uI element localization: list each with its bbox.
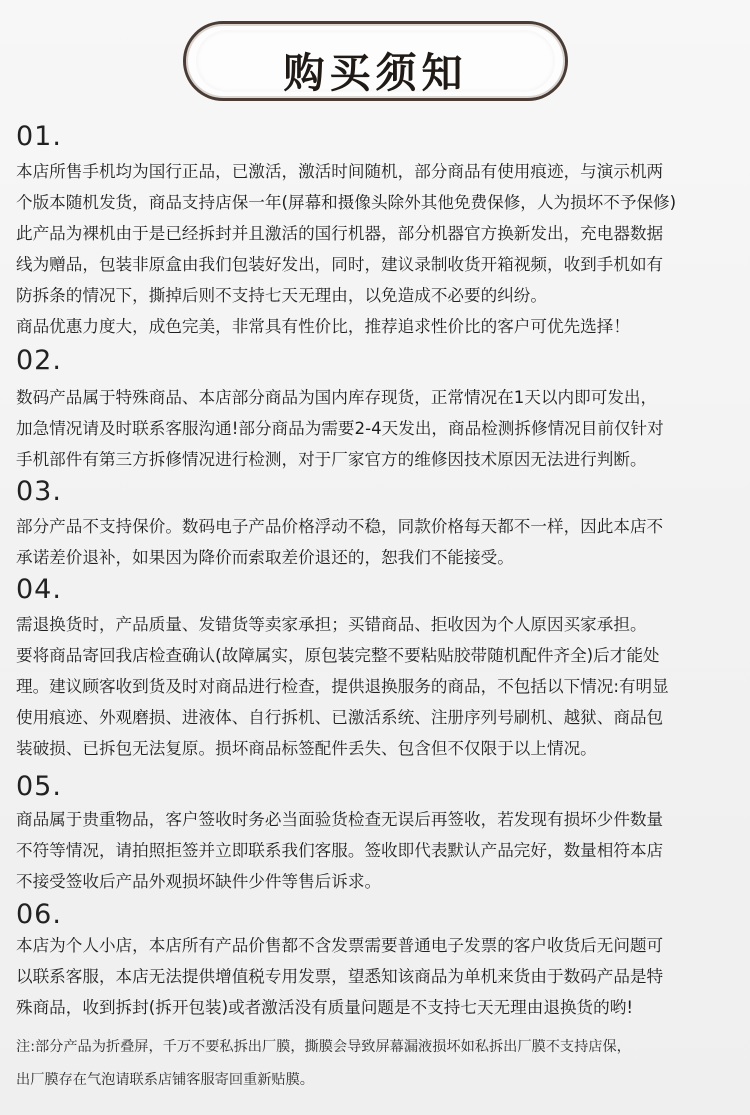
section-line: 此产品为裸机由于是已经拆封并且激活的国行机器，部分机器官方换新发出，充电器数据	[16, 224, 664, 243]
section-line: 本店所售手机均为国行正品，已激活，激活时间随机，部分商品有使用痕迹，与演示机两	[16, 162, 664, 181]
section-line: 需退换货时，产品质量、发错货等卖家承担；买错商品、拒收因为个人原因买家承担。	[16, 615, 647, 634]
footnote-line: 出厂膜存在气泡请联系店铺客服寄回重新贴膜。	[16, 1072, 314, 1088]
section-line: 部分产品不支持保价。数码电子产品价格浮动不稳，同款价格每天都不一样，因此本店不	[16, 517, 664, 536]
section-line: 线为赠品，包装非原盒由我们包装好发出，同时，建议录制收货开箱视频，收到手机如有	[16, 255, 664, 274]
section-line: 手机部件有第三方拆修情况进行检测，对于厂家官方的维修因技术原因无法进行判断。	[16, 450, 647, 469]
section-number: 05.	[16, 771, 62, 802]
section-line: 不接受签收后产品外观损坏缺件少件等售后诉求。	[16, 872, 382, 891]
section-number: 06.	[16, 899, 62, 930]
section-line: 理。建议顾客收到货及时对商品进行检查，提供退换服务的商品，不包括以下情况:有明显	[16, 677, 669, 696]
section-line: 数码产品属于特殊商品、本店部分商品为国内库存现货，正常情况在1天以内即可发出，	[16, 388, 658, 407]
footnote-line: 注:部分产品为折叠屏，千万不要私拆出厂膜，撕膜会导致屏幕漏液损坏如私拆出厂膜不支持店保，	[16, 1039, 631, 1055]
section-04	[16, 575, 740, 764]
section-line: 使用痕迹、外观磨损、进液体、自行拆机、已激活系统、注册序列号刷机、越狱、商品包	[16, 708, 664, 727]
section-number: 02.	[16, 345, 62, 376]
section-number: 04.	[16, 574, 62, 605]
section-line: 防拆条的情况下，撕掉后则不支持七天无理由，以免造成不必要的纠纷。	[16, 286, 547, 305]
footnote	[16, 1031, 740, 1097]
title-banner	[183, 21, 568, 101]
section-line: 殊商品，收到拆封(拆开包装)或者激活没有质量问题是不支持七天无理由退换货的哟!	[16, 998, 633, 1017]
section-line: 要将商品寄回我店检查确认(故障属实，原包装完整不要粘贴胶带随机配件齐全)后才能处	[16, 646, 660, 665]
section-number: 03.	[16, 476, 62, 507]
section-line: 本店为个人小店，本店所有产品价售都不含发票需要普通电子发票的客户收货后无问题可	[16, 936, 664, 955]
section-01	[16, 122, 740, 342]
section-line: 商品属于贵重物品，客户签收时务必当面验货检查无误后再签收，若发现有损坏少件数量	[16, 810, 664, 829]
section-line: 个版本随机发货，商品支持店保一年(屏幕和摄像头除外其他免费保修，人为损坏不予保修)	[16, 193, 677, 212]
section-line: 不符等情况，请拍照拒签并立即联系我们客服。签收即代表默认产品完好，数量相符本店	[16, 841, 664, 860]
section-05	[16, 772, 740, 897]
section-line: 加急情况请及时联系客服沟通!部分商品为需要2-4天发出，商品检测拆修情况目前仅针对	[16, 419, 664, 438]
section-03	[16, 477, 740, 573]
section-02	[16, 346, 740, 475]
section-line: 装破损、已拆包无法复原。损坏商品标签配件丢失、包含但不仅限于以上情况。	[16, 739, 597, 758]
section-line: 以联系客服，本店无法提供增值税专用发票，望悉知该商品为单机来货由于数码产品是特	[16, 967, 664, 986]
page-title: 购买须知	[283, 49, 468, 97]
section-line: 商品优惠力度大，成色完美，非常具有性价比，推荐追求性价比的客户可优先选择！	[16, 317, 630, 336]
section-06	[16, 900, 740, 1023]
section-line: 承诺差价退补，如果因为降价而索取差价退还的，恕我们不能接受。	[16, 548, 514, 567]
section-number: 01.	[16, 121, 62, 152]
